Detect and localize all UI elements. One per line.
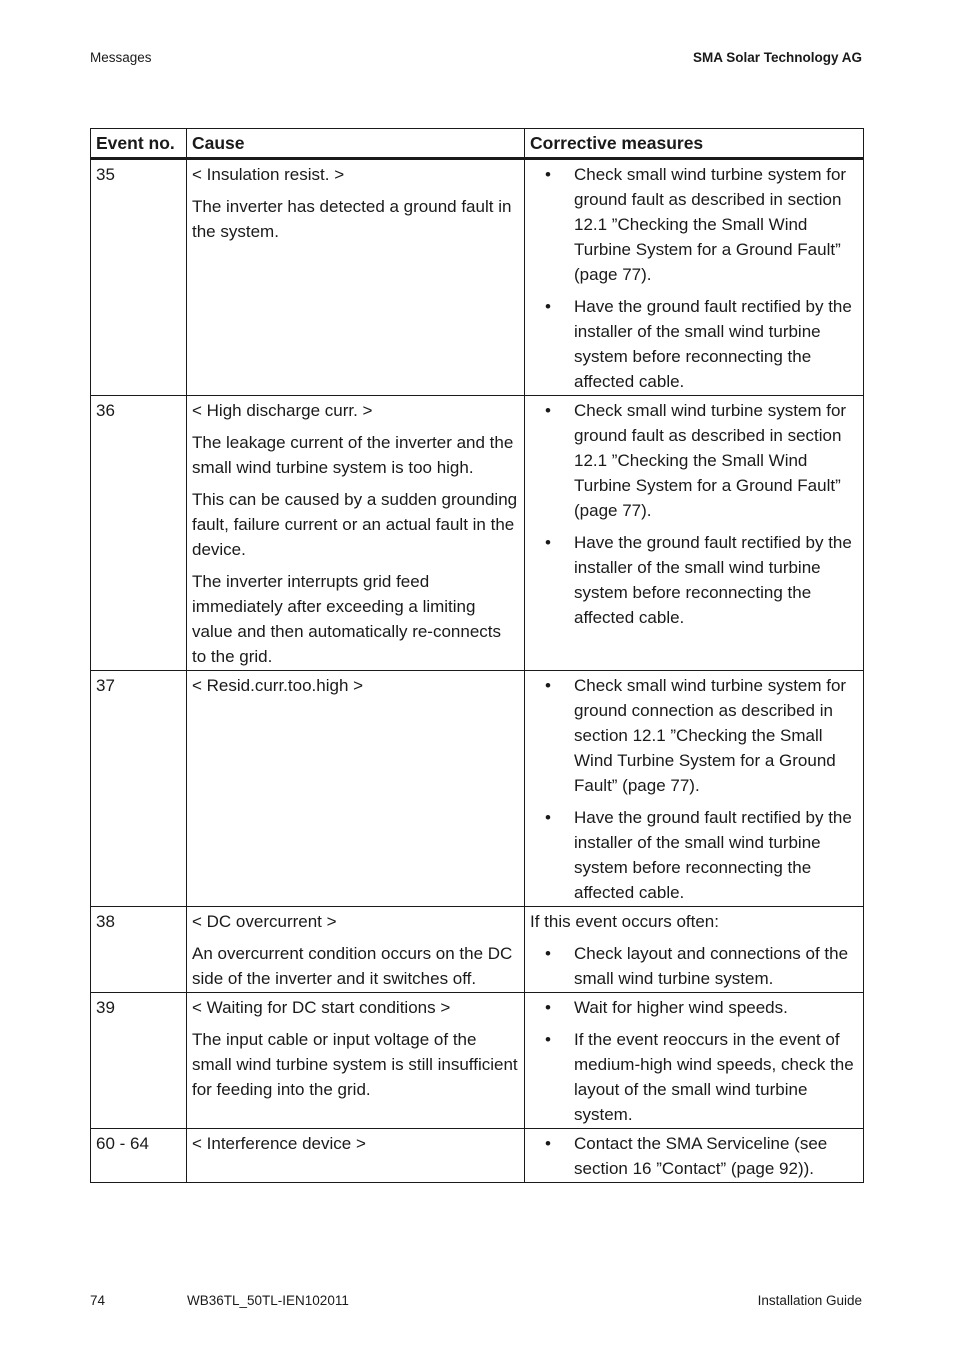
measure-text: Wait for higher wind speeds. (574, 998, 788, 1017)
footer-page-number: 74 (90, 1293, 106, 1308)
event-message-text: < High discharge curr. > (192, 401, 373, 420)
event-number-cell: 38 (91, 907, 187, 993)
corrective-measures-cell (525, 396, 864, 671)
bullet-icon: • (545, 533, 551, 552)
corrective-measures-cell (525, 993, 864, 1129)
list-item (530, 673, 858, 798)
measure-text: Contact the SMA Serviceline (see section 16 ”Contact” (page 92)). (574, 1134, 828, 1178)
measure-text: If the event reoccurs in the event of medium-high wind speeds, check the layout of the small wind turbine system. (574, 1030, 854, 1124)
measure-text: Check layout and connections of the small wind turbine system. (574, 944, 849, 988)
event-number-cell: 39 (91, 993, 187, 1129)
table-body (91, 159, 864, 1183)
cause-description: The inverter has detected a ground fault in the system. (192, 197, 512, 241)
table-header-row (91, 129, 864, 159)
list-item (530, 1131, 858, 1181)
measures-list (530, 1131, 858, 1181)
list-item (530, 1027, 858, 1127)
cause-cell (187, 1129, 525, 1183)
measure-text: Have the ground fault rectified by the installer of the small wind turbine system before reconnecting the affected cable. (574, 297, 852, 391)
column-header-event-no: Event no. (91, 129, 187, 159)
bullet-icon: • (545, 1030, 551, 1049)
cause-cell (187, 671, 525, 907)
bullet-icon: • (545, 1134, 551, 1153)
event-number-cell: 60 - 64 (91, 1129, 187, 1183)
event-message-text: < DC overcurrent > (192, 912, 337, 931)
event-number-cell: 37 (91, 671, 187, 907)
measures-list (530, 398, 858, 630)
table-row (91, 993, 864, 1129)
bullet-icon: • (545, 165, 551, 184)
corrective-measures-cell (525, 1129, 864, 1183)
list-item (530, 294, 858, 394)
footer-document-type: Installation Guide (757, 1293, 862, 1308)
event-message-text: < Insulation resist. > (192, 165, 345, 184)
event-number-cell: 35 (91, 159, 187, 396)
running-header-section: Messages (90, 50, 152, 65)
running-header-company: SMA Solar Technology AG (692, 50, 862, 65)
table-row (91, 907, 864, 993)
measure-text: Check small wind turbine system for ground fault as described in section 12.1 ”Checking the Small Wind Turbine System for a Ground Fault” (page 77). (574, 165, 847, 284)
cause-cell (187, 907, 525, 993)
cause-description: The input cable or input voltage of the small wind turbine system is still insufficient for feeding into the grid. (192, 1030, 518, 1099)
cause-cell (187, 396, 525, 671)
measures-list (530, 162, 858, 394)
bullet-icon: • (545, 401, 551, 420)
bullet-icon: • (545, 998, 551, 1017)
corrective-measures-cell (525, 159, 864, 396)
footer-document-code: WB36TL_50TL-IEN102011 (187, 1293, 349, 1308)
event-message-text: < Resid.curr.too.high > (192, 676, 364, 695)
measures-intro: If this event occurs often: (530, 912, 719, 931)
corrective-measures-cell (525, 671, 864, 907)
measures-list (530, 941, 858, 991)
measures-list (530, 673, 858, 905)
corrective-measures-cell (525, 907, 864, 993)
table-row (91, 159, 864, 396)
cause-description: This can be caused by a sudden grounding fault, failure current or an actual fault in the device. (192, 490, 518, 559)
bullet-icon: • (545, 676, 551, 695)
measures-list (530, 995, 858, 1127)
event-number-cell: 36 (91, 396, 187, 671)
event-message-text: < Interference device > (192, 1134, 366, 1153)
bullet-icon: • (545, 944, 551, 963)
list-item (530, 941, 858, 991)
cause-cell (187, 993, 525, 1129)
table-row (91, 671, 864, 907)
event-message-text: < Waiting for DC start conditions > (192, 998, 451, 1017)
bullet-icon: • (545, 808, 551, 827)
list-item (530, 398, 858, 523)
measure-text: Have the ground fault rectified by the installer of the small wind turbine system before reconnecting the affected cable. (574, 808, 852, 902)
event-messages-table (90, 128, 864, 1183)
cause-description: The inverter interrupts grid feed immediately after exceeding a limiting value and then automatically re-connects to the grid. (192, 572, 502, 666)
table-row (91, 1129, 864, 1183)
measure-text: Have the ground fault rectified by the installer of the small wind turbine system before reconnecting the affected cable. (574, 533, 852, 627)
measure-text: Check small wind turbine system for ground fault as described in section 12.1 ”Checking the Small Wind Turbine System for a Ground Fault” (page 77). (574, 401, 847, 520)
column-header-cause: Cause (187, 129, 525, 159)
column-header-corrective-measures: Corrective measures (525, 129, 864, 159)
bullet-icon: • (545, 297, 551, 316)
list-item (530, 805, 858, 905)
table-row (91, 396, 864, 671)
list-item (530, 162, 858, 287)
list-item (530, 995, 858, 1020)
cause-description: The leakage current of the inverter and the small wind turbine system is too high. (192, 433, 514, 477)
measure-text: Check small wind turbine system for ground connection as described in section 12.1 ”Checking the Small Wind Turbine System for a Ground Fault” (page 77). (574, 676, 847, 795)
cause-description: An overcurrent condition occurs on the DC side of the inverter and it switches off. (192, 944, 513, 988)
cause-cell (187, 159, 525, 396)
list-item (530, 530, 858, 630)
